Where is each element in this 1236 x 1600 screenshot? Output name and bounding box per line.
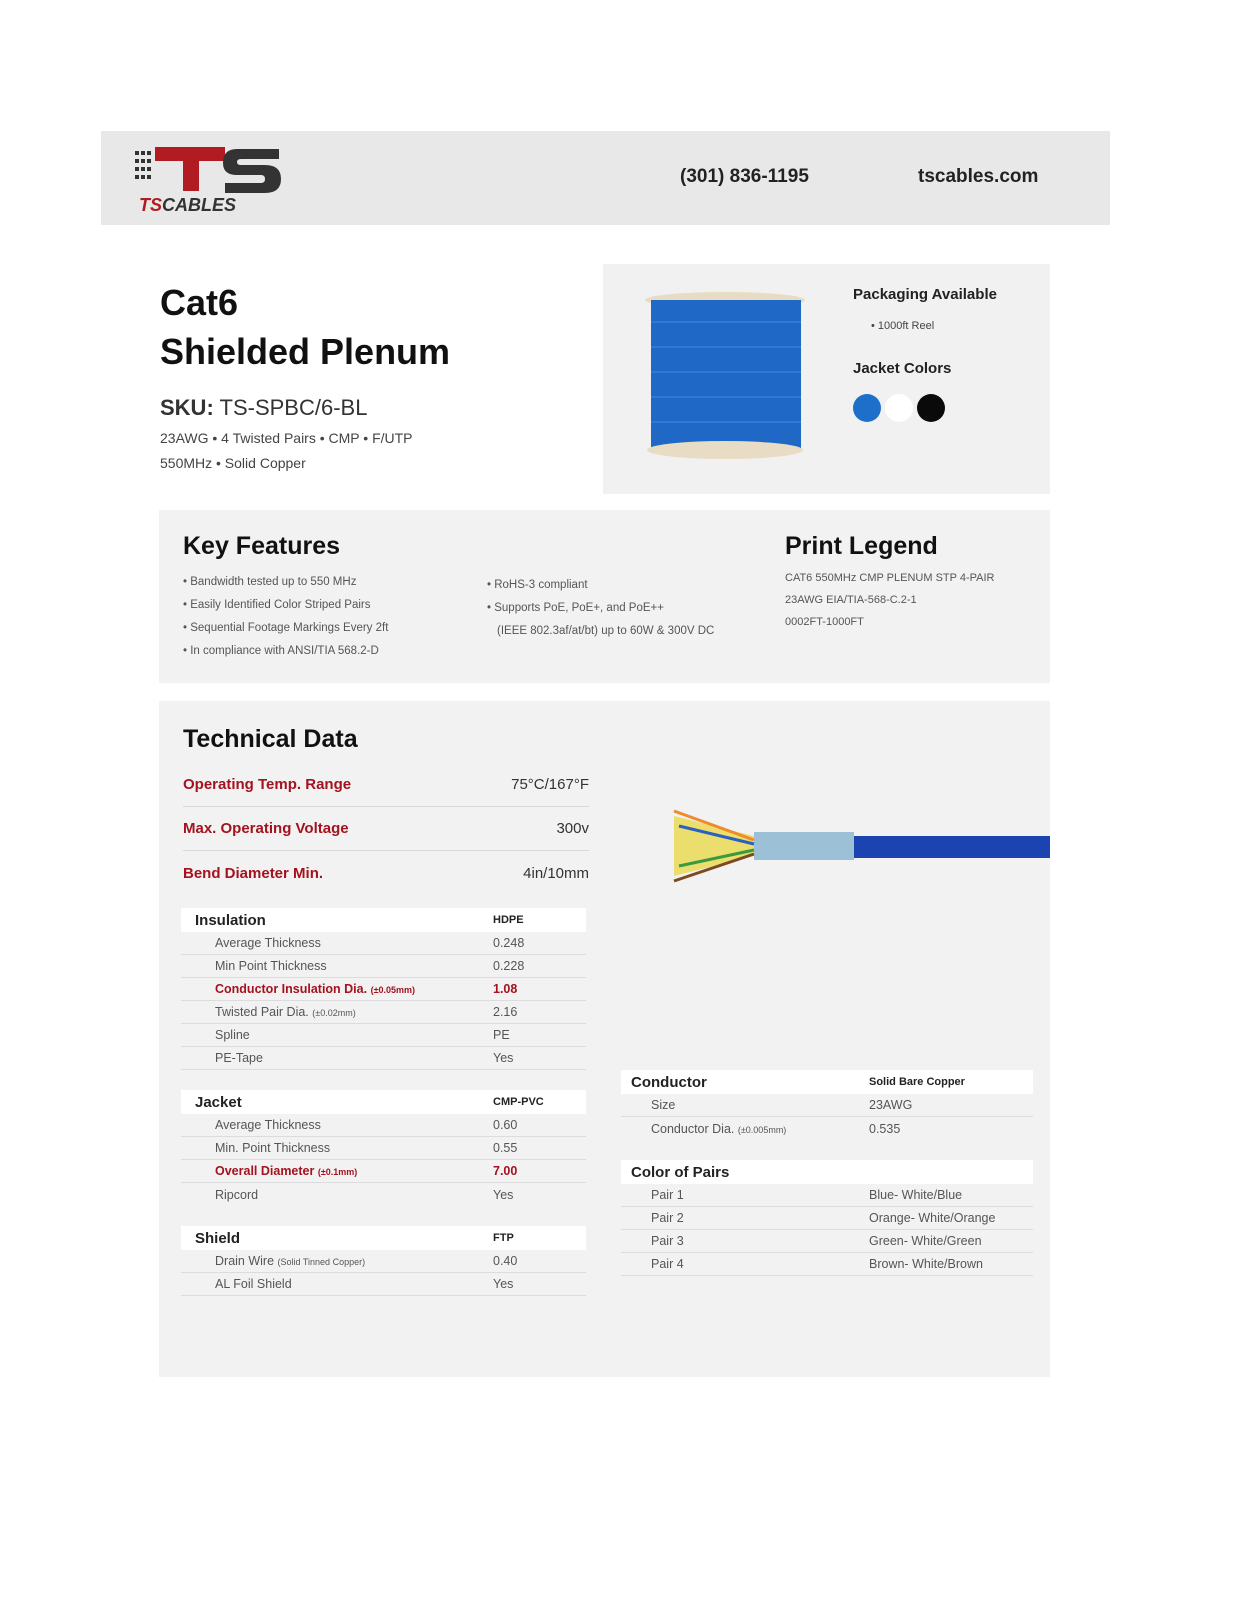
table-row [621,1207,1033,1230]
table-header-value: CMP-PVC [493,1096,544,1108]
legend-line: CAT6 550MHz CMP PLENUM STP 4-PAIR [785,572,995,584]
table-row [181,955,586,978]
website-link[interactable]: tscables.com [918,166,1039,187]
row-label: Twisted Pair Dia. [215,1005,309,1019]
row-value: 1.08 [493,982,518,996]
table-header [181,908,586,932]
feature: Supports PoE, PoE+, and PoE++ [494,602,664,614]
conductor-table [621,1070,1033,1140]
row-label: AL Foil Shield [215,1277,292,1291]
row-note: (±0.005mm) [737,1124,787,1135]
row-label: Pair 1 [651,1188,684,1202]
table-header-value: Solid Bare Copper [869,1076,965,1088]
phone-number[interactable]: (301) 836-1195 [680,166,809,187]
spec-line-1: 23AWG • 4 Twisted Pairs • CMP • F/UTP [160,430,413,446]
print-legend [785,532,1036,663]
row-value: Yes [493,1277,514,1291]
swatch-white [885,394,913,422]
table-row [621,1117,1033,1140]
table-header [621,1070,1033,1094]
key-row-label: Max. Operating Voltage [183,820,349,837]
sku-value: TS-SPBC/6-BL [219,395,368,420]
key-row-label: Bend Diameter Min. [183,864,324,882]
row-label: Drain Wire [215,1254,275,1268]
feature: RoHS-3 compliant [494,579,588,591]
row-value: 0.535 [869,1121,901,1136]
row-value: 23AWG [869,1098,913,1112]
swatch-blue [853,394,881,422]
ts-cables-logo [133,143,283,215]
key-row-label: Operating Temp. Range [183,776,352,793]
row-value: 0.60 [493,1118,518,1132]
shield-table [181,1226,586,1296]
table-title: Insulation [195,911,266,929]
row-label: Conductor Dia. [651,1121,735,1136]
key-row-value: 75°C/167°F [511,776,589,793]
cable-reel-image [643,292,813,462]
table-row [621,1184,1033,1207]
table-title: Color of Pairs [631,1163,730,1181]
row-value: Yes [493,1187,514,1202]
cable-cross-section-image [664,796,1050,886]
title-line-1: Cat6 [160,282,239,323]
row-value: 0.55 [493,1141,518,1155]
row-value: Yes [493,1051,514,1065]
row-label: Ripcord [215,1187,259,1202]
technical-data-panel [159,701,1050,1377]
table-title: Shield [195,1229,241,1247]
table-row [181,1001,586,1024]
swatch-black [917,394,945,422]
feature: Bandwidth tested up to 550 MHz [190,576,357,588]
row-label: Spline [215,1028,250,1042]
key-features-title: Key Features [183,532,341,560]
title-line-2: Shielded Plenum [160,331,451,372]
key-row [183,807,589,851]
spec-line-2: 550MHz • Solid Copper [160,455,306,471]
row-value: Orange- White/Orange [869,1211,996,1225]
table-header [181,1226,586,1250]
row-label: PE-Tape [215,1051,263,1065]
key-row [183,851,589,895]
key-row-value: 300v [556,820,589,837]
color-of-pairs-table [621,1160,1033,1276]
table-row [181,1273,586,1296]
feature-continuation: (IEEE 802.3af/at/bt) up to 60W & 300V DC [497,625,715,637]
feature: In compliance with ANSI/TIA 568.2-D [190,645,379,657]
legend-line: 0002FT-1000FT [785,616,864,628]
packaging-title: Packaging Available [853,286,997,303]
row-value: 0.248 [493,936,525,950]
features-col-2: • RoHS-3 compliant • Supports PoE, PoE+, and PoE++ (IEEE 802.3af/at/bt) up to 60W & 300V DC [487,532,771,663]
jacket-color-swatches [853,394,949,427]
row-value: 7.00 [493,1164,518,1178]
table-row [181,1024,586,1047]
row-value: PE [493,1028,510,1042]
table-header [181,1090,586,1114]
table-row [181,1250,586,1273]
row-value: 2.16 [493,1005,518,1019]
features-col-1: Key Features • Bandwidth tested up to 550 MHz • Easily Identified Color Striped Pairs • Sequential Footage Markings Every 2ft • In compliance with ANSI/TIA 568.2-D [183,532,473,663]
packaging-item: • 1000ft Reel [871,320,935,332]
row-label: Average Thickness [215,936,321,950]
row-label: Size [651,1098,676,1112]
insulation-table [181,908,586,1070]
row-value: 0.228 [493,959,525,973]
row-value: Brown- White/Brown [869,1257,983,1271]
row-label: Conductor Insulation Dia. [215,982,368,996]
row-value: 0.40 [493,1254,518,1268]
table-title: Jacket [195,1093,242,1111]
row-note: (±0.02mm) [312,1008,356,1018]
key-row-value: 4in/10mm [523,864,589,882]
table-title: Conductor [631,1073,707,1091]
feature: Sequential Footage Markings Every 2ft [190,622,389,634]
table-row [181,1183,586,1206]
right-tables [621,1070,1033,1276]
key-row [183,763,589,807]
table-row [181,1047,586,1070]
left-tables [181,908,586,1296]
legend-line: 23AWG EIA/TIA-568-C.2-1 [785,594,917,606]
key-features-panel [159,510,1050,683]
row-label: Pair 3 [651,1234,684,1248]
row-label: Average Thickness [215,1118,321,1132]
product-image-panel [603,264,1050,494]
table-row [181,1137,586,1160]
row-label: Min Point Thickness [215,959,327,973]
jacket-table [181,1090,586,1206]
row-note: (±0.1mm) [317,1167,358,1177]
table-row [181,978,586,1001]
feature: Easily Identified Color Striped Pairs [190,599,371,611]
svg-text:TSCABLES: TSCABLES [139,195,237,215]
row-value: Blue- White/Blue [869,1188,963,1202]
product-title [160,278,590,376]
row-note: (±0.05mm) [370,985,416,995]
sku [160,395,367,421]
table-row [181,932,586,955]
row-note: (Solid Tinned Copper) [277,1257,366,1267]
jacket-colors-title: Jacket Colors [853,360,952,377]
table-row [181,1160,586,1183]
print-legend-lines [785,567,1036,633]
row-label: Overall Diameter [215,1164,315,1178]
table-header-value: FTP [493,1232,514,1244]
row-value: Green- White/Green [869,1234,982,1248]
table-header [621,1160,1033,1184]
table-row [621,1253,1033,1276]
sku-label: SKU: [160,395,214,420]
print-legend-title: Print Legend [785,532,938,560]
row-label: Pair 2 [651,1211,684,1225]
row-label: Min. Point Thickness [215,1141,331,1155]
technical-data-title: Technical Data [183,725,358,753]
row-label: Pair 4 [651,1257,684,1271]
table-row [621,1230,1033,1253]
table-row [621,1094,1033,1117]
table-row [181,1114,586,1137]
table-header-value: HDPE [493,914,524,926]
